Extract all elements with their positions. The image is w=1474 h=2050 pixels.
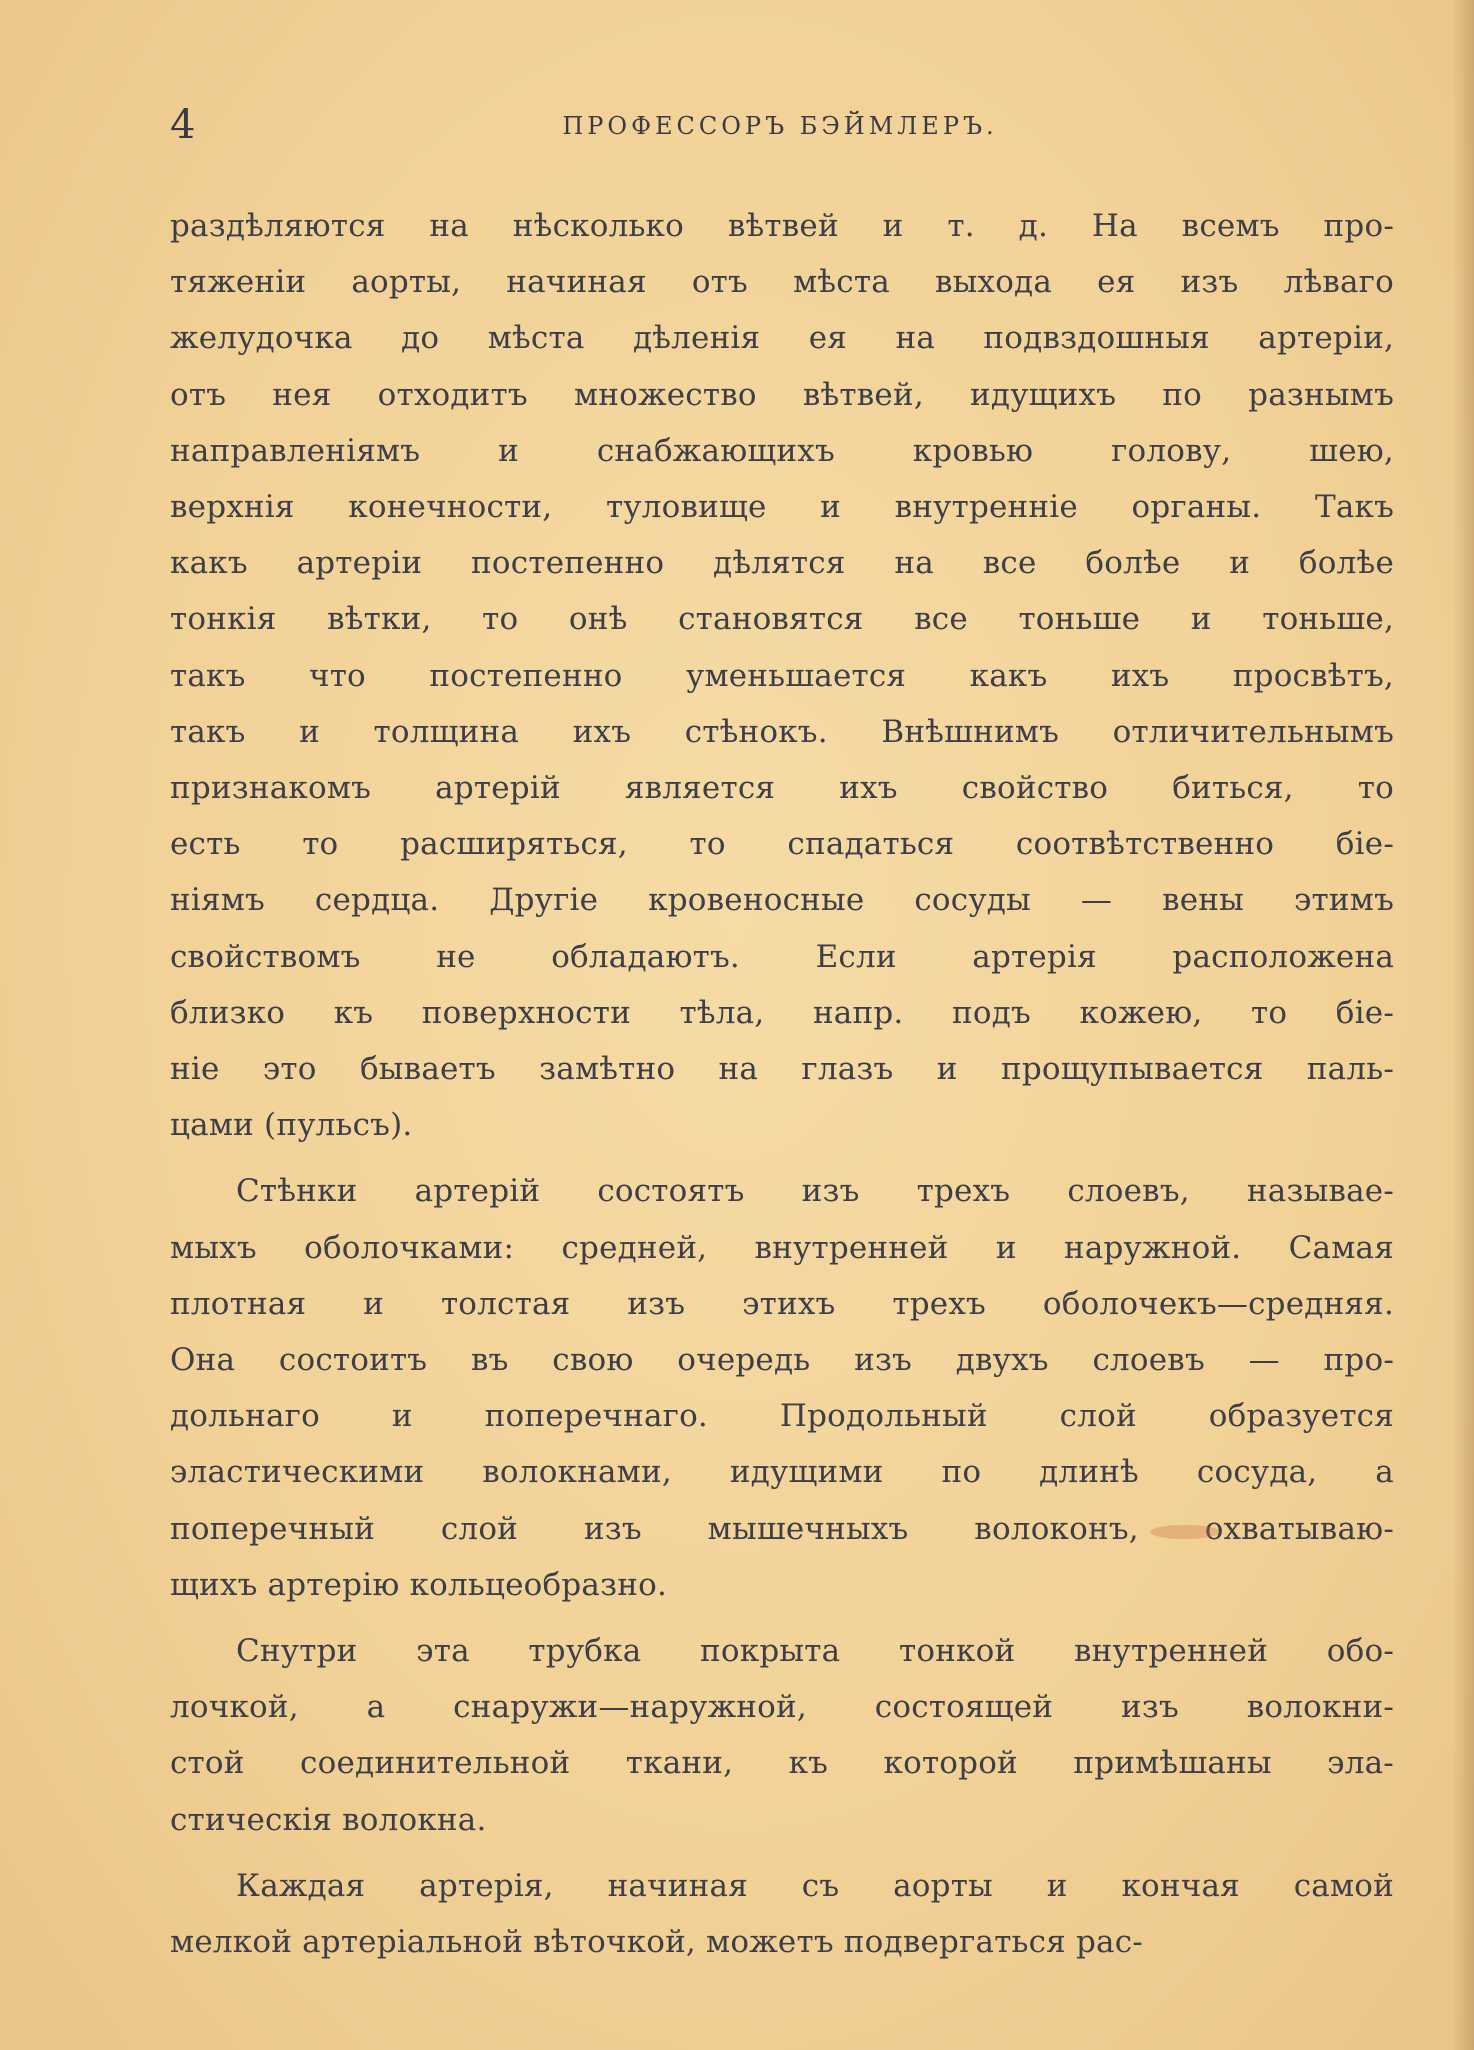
- ink-smudge: [1150, 1525, 1220, 1539]
- text-line: желудочка до мѣста дѣленія ея на подвздошныя артеріи,: [170, 320, 1394, 357]
- text-line: Стѣнки артерій состоятъ изъ трехъ слоевъ, называе-: [236, 1173, 1394, 1210]
- running-head: ПРОФЕССОРЪ БЭЙМЛЕРЪ.: [562, 112, 998, 140]
- text-line: эластическими волокнами, идущими по длинѣ сосуда, а: [170, 1454, 1394, 1491]
- text-line: такъ и толщина ихъ стѣнокъ. Внѣшнимъ отличительнымъ: [170, 713, 1394, 750]
- page-edge-shadow: [1452, 0, 1474, 2050]
- text-line: ніямъ сердца. Другіе кровеносные сосуды — вены этимъ: [170, 882, 1394, 919]
- paragraph: [170, 1623, 1394, 1848]
- text-line: направленіямъ и снабжающихъ кровью голову, шею,: [170, 432, 1394, 469]
- text-line: тонкія вѣтки, то онѣ становятся все тоньше и тоньше,: [170, 601, 1394, 638]
- text-line: щихъ артерію кольцеобразно.: [170, 1566, 667, 1603]
- text-line: признакомъ артерій является ихъ свойство биться, то: [170, 770, 1394, 807]
- text-line: Снутри эта трубка покрыта тонкой внутренней обо-: [236, 1633, 1394, 1670]
- paragraph: [170, 198, 1394, 1153]
- paragraph: [170, 1163, 1394, 1613]
- text-line: какъ артеріи постепенно дѣлятся на все болѣе и болѣе: [170, 545, 1394, 582]
- text-line: верхнія конечности, туловище и внутренніе органы. Такъ: [170, 489, 1394, 526]
- page-header: [170, 100, 1390, 150]
- text-line: стическія волокна.: [170, 1801, 487, 1838]
- text-line: ніе это бываетъ замѣтно на глазъ и прощупывается паль-: [170, 1051, 1394, 1088]
- paragraph: [170, 1858, 1394, 1970]
- text-line: цами (пульсъ).: [170, 1107, 413, 1144]
- text-line: свойствомъ не обладаютъ. Если артерія расположена: [170, 938, 1394, 975]
- text-line: есть то расширяться, то спадаться соотвѣтственно біе-: [170, 826, 1394, 863]
- text-line: поперечный слой изъ мышечныхъ волоконъ, охватываю-: [170, 1510, 1394, 1547]
- text-line: дольнаго и поперечнаго. Продольный слой образуется: [170, 1398, 1394, 1435]
- text-line: Она состоитъ въ свою очередь изъ двухъ слоевъ — про-: [170, 1342, 1394, 1379]
- text-line: лочкой, а снаружи—наружной, состоящей изъ волокни-: [170, 1689, 1394, 1726]
- text-line: близко къ поверхности тѣла, напр. подъ кожею, то біе-: [170, 994, 1394, 1031]
- text-line: плотная и толстая изъ этихъ трехъ оболочекъ—средняя.: [170, 1285, 1394, 1322]
- text-line: такъ что постепенно уменьшается какъ ихъ просвѣтъ,: [170, 657, 1394, 694]
- text-line: мелкой артеріальной вѣточкой, можетъ подвергаться рас-: [170, 1924, 1143, 1961]
- page-number: 4: [170, 102, 196, 148]
- text-line: тяженіи аорты, начиная отъ мѣста выхода ея изъ лѣваго: [170, 264, 1394, 301]
- text-line: раздѣляются на нѣсколько вѣтвей и т. д. На всемъ про-: [170, 208, 1394, 244]
- body-text: [170, 198, 1394, 1980]
- text-line: стой соединительной ткани, къ которой примѣшаны эла-: [170, 1745, 1394, 1782]
- text-line: Каждая артерія, начиная съ аорты и кончая самой: [236, 1867, 1394, 1904]
- text-line: отъ нея отходитъ множество вѣтвей, идущихъ по разнымъ: [170, 376, 1394, 413]
- text-line: мыхъ оболочками: средней, внутренней и наружной. Самая: [170, 1229, 1394, 1266]
